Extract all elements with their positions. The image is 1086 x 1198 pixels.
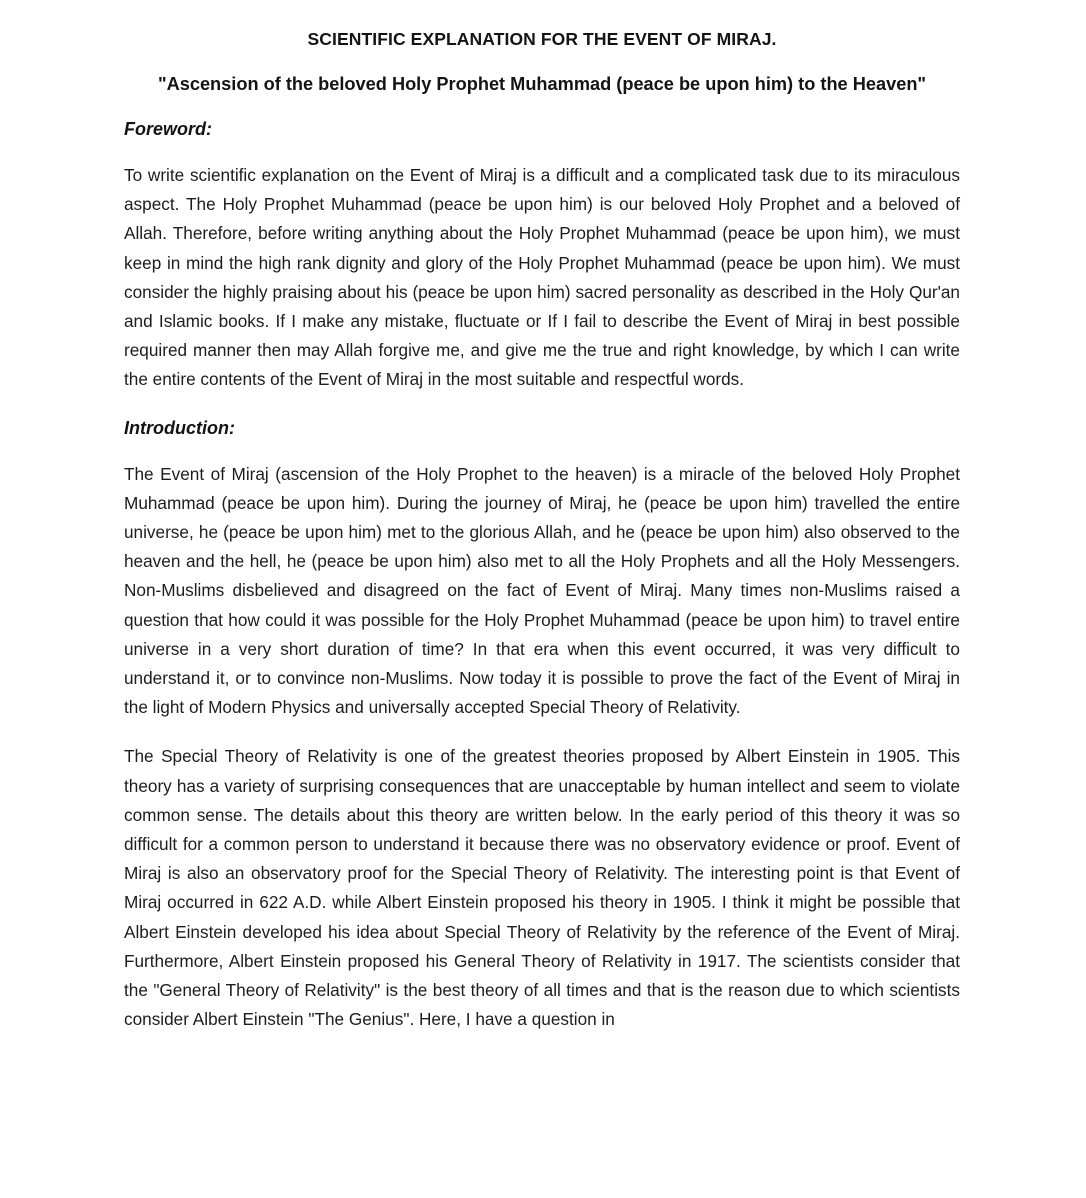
page-subtitle: "Ascension of the beloved Holy Prophet Muhammad (peace be upon him) to the Heaven" [157,74,927,94]
page-title: SCIENTIFIC EXPLANATION FOR THE EVENT OF MIRAJ. [307,29,777,49]
section-heading-foreword: Foreword: [124,119,212,139]
section-heading-introduction: Introduction: [124,417,235,438]
paragraph-introduction-1: The Event of Miraj (ascension of the Holy Prophet to the heaven) is a miracle of the beloved Holy Prophet Muhammad (peace be upon him). During the journey of Miraj, he (peace be upon him) travelled the entire universe, he (peace be upon him) met to the glorious Allah, and he (peace be upon him) also observed to the heaven and the hell, he (peace be upon him) also met to all the Holy Prophets and all the Holy Messengers. Non-Muslims disbelieved and disagreed on the fact of Event of Miraj. Many times non-Muslims raised a question that how could it was possible for the Holy Prophet Muhammad (peace be upon him) to travel entire universe in a very short duration of time? In that era when this event occurred, it was very difficult to understand it, or to convince non-Muslims. Now today it is possible to prove the fact of the Event of Miraj in the light of Modern Physics and universally accepted Special Theory of Relativity. [124,463,960,718]
paragraph-introduction-2: The Special Theory of Relativity is one of the greatest theories proposed by Albert Einstein in 1905. This theory has a variety of surprising consequences that are unacceptable by human intellect and seem to violate common sense. The details about this theory are written below. In the early period of this theory it was so difficult for a common person to understand it because there was no observatory evidence or proof. Event of Miraj is also an observatory proof for the Special Theory of Relativity. The interesting point is that Event of Miraj occurred in 622 A.D. while Albert Einstein proposed his theory in 1905. I think it might be possible that Albert Einstein developed his idea about Special Theory of Relativity by the reference of the Event of Miraj. Furthermore, Albert Einstein proposed his General Theory of Relativity in 1917. The scientists consider that the "General Theory of Relativity" is the best theory of all times and that is the reason due to which scientists consider Albert Einstein "The Genius". Here, I have a question in [124,746,960,1030]
paragraph-foreword-1: To write scientific explanation on the Event of Miraj is a difficult and a complicated task due to its miraculous aspect. The Holy Prophet Muhammad (peace be upon him) is our beloved Holy Prophet and a beloved of Allah. Therefore, before writing anything about the Holy Prophet Muhammad (peace be upon him), we must keep in mind the high rank dignity and glory of the Holy Prophet Muhammad (peace be upon him). We must consider the highly praising about his (peace be upon him) sacred personality as described in the Holy Qur'an and Islamic books. If I make any mistake, fluctuate or If I fail to describe the Event of Miraj in best possible required manner then may Allah forgive me, and give me the true and right knowledge, by which I can write the entire contents of the Event of Miraj in the most suitable and respectful words. [124,165,960,390]
document-body [124,0,960,1032]
